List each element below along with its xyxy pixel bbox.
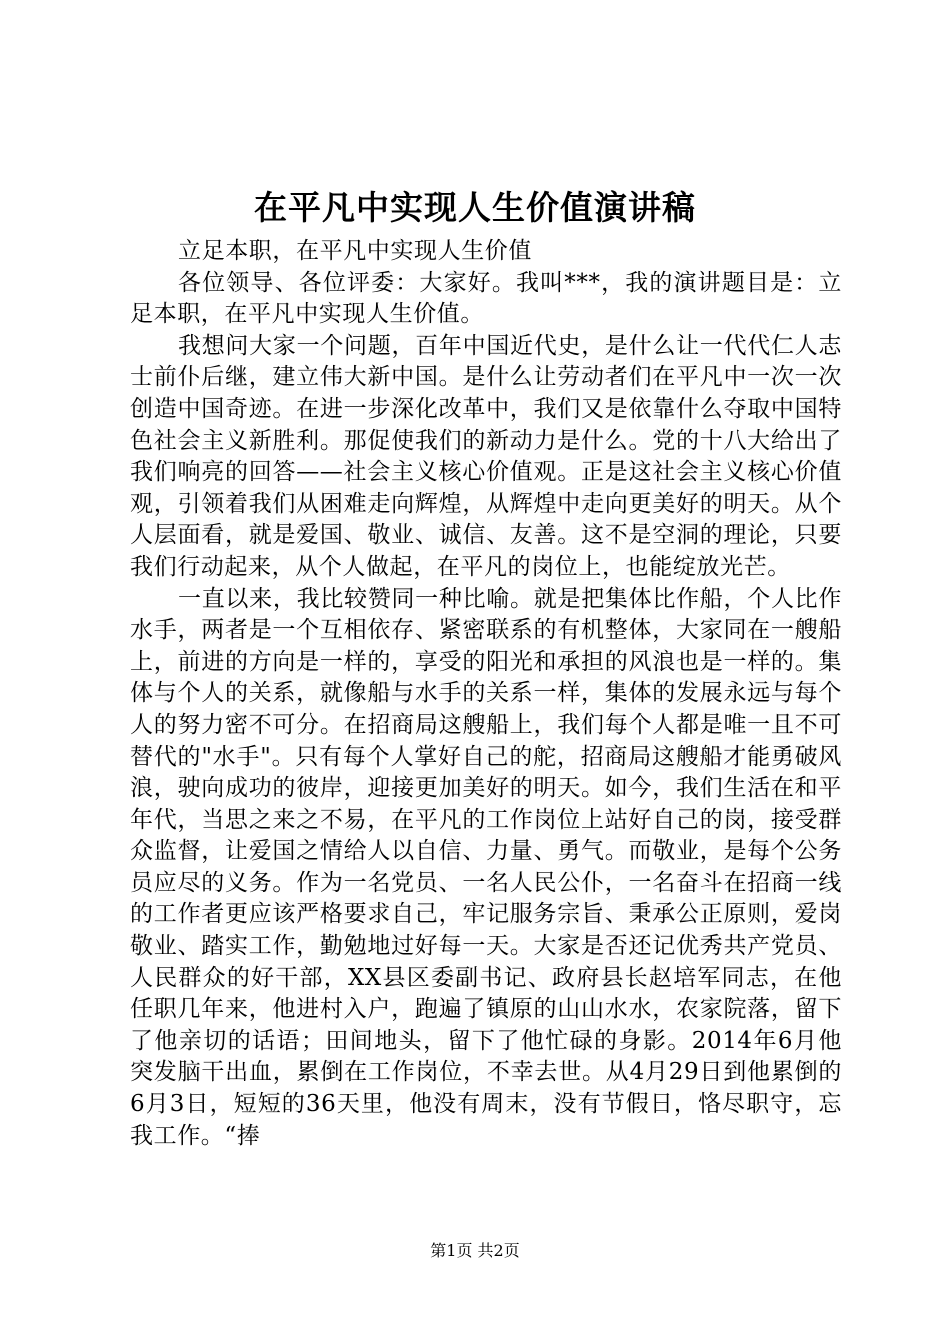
document-title: 在平凡中实现人生价值演讲稿 bbox=[254, 188, 696, 227]
document-body bbox=[130, 236, 842, 1152]
paragraph-greeting: 各位领导、各位评委：大家好。我叫***，我的演讲题目是：立足本职，在平凡中实现人生价值。 bbox=[130, 269, 842, 328]
paragraph-ship-metaphor: 一直以来，我比较赞同一种比喻。就是把集体比作船，个人比作水手，两者是一个互相依存、紧密联系的有机整体，大家同在一艘船上，前进的方向是一样的，享受的阳光和承担的风浪也是一样的。集体与个人的关系，就像船与水手的关系一样，集体的发展永远与每个人的努力密不可分。在招商局这艘船上，我们每个人都是唯一且不可替代的"水手"。只有每个人掌好自己的舵，招商局这艘船才能勇破风浪，驶向成功的彼岸，迎接更加美好的明天。如今，我们生活在和平年代，当思之来之不易，在平凡的工作岗位上站好自己的岗，接受群众监督，让爱国之情给人以自信、力量、勇气。而敬业，是每个公务员应尽的义务。作为一名党员、一名人民公仆，一名奋斗在招商一线的工作者更应该严格要求自己，牢记服务宗旨、秉承公正原则，爱岗敬业、踏实工作，勤勉地过好每一天。大家是否还记优秀共产党员、人民群众的好干部，XX县区委副书记、政府县长赵培军同志，在他任职几年来，他进村入户，跑遍了镇原的山山水水，农家院落，留下了他亲切的话语；田间地头，留下了他忙碌的身影。2014年6月他突发脑干出血，累倒在工作岗位，不幸去世。从4月29日到他累倒的6月3日，短短的36天里，他没有周末，没有节假日，恪尽职守，忘我工作。“捧 bbox=[130, 585, 842, 1149]
paragraph-subtitle: 立足本职，在平凡中实现人生价值 bbox=[178, 238, 532, 264]
page-footer: 第1页 共2页 bbox=[430, 1241, 520, 1260]
paragraph-core-values: 我想问大家一个问题，百年中国近代史，是什么让一代代仁人志士前仆后继，建立伟大新中国。是什么让劳动者们在平凡中一次一次创造中国奇迹。在进一步深化改革中，我们又是依靠什么夺取中国特色社会主义新胜利。那促使我们的新动力是什么。党的十八大给出了我们响亮的回答——社会主义核心价值观。正是这社会主义核心价值观，引领着我们从困难走向辉煌，从辉煌中走向更美好的明天。从个人层面看，就是爱国、敬业、诚信、友善。这不是空洞的理论，只要我们行动起来，从个人做起，在平凡的岗位上，也能绽放光芒。 bbox=[130, 332, 842, 580]
